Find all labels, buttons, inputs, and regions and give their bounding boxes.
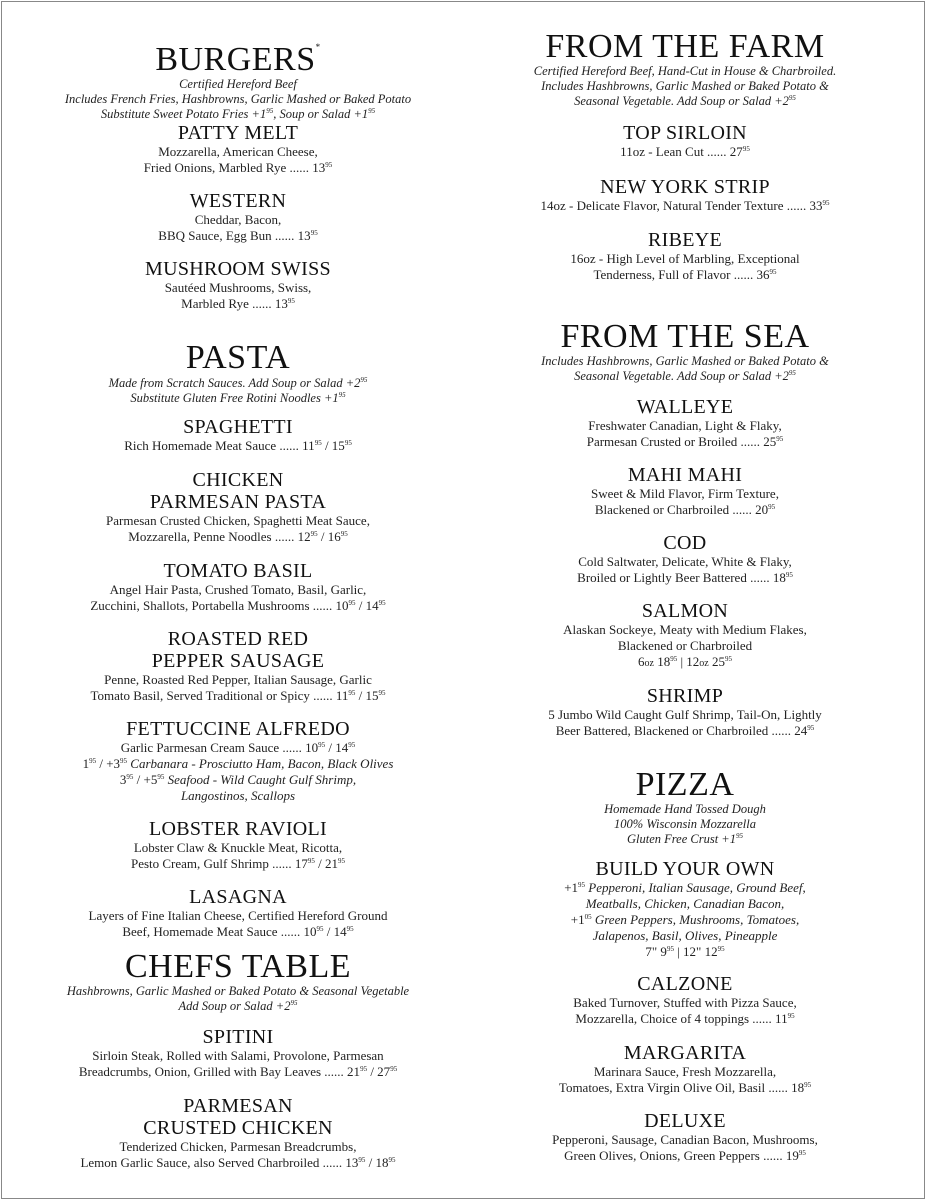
- menu-item-description: [8, 438, 468, 454]
- menu-item-name: COD: [663, 532, 707, 554]
- menu-text: Tomato Basil, Served Traditional or Spicy ...... 11: [90, 688, 349, 703]
- pasta-title: PASTA: [185, 339, 291, 376]
- menu-item-salmon: [470, 600, 900, 672]
- menu-text: Green Peppers, Mushrooms, Tomatoes,: [591, 912, 800, 927]
- menu-text: Cheddar, Bacon,: [194, 212, 282, 227]
- price-cents: 95: [804, 1081, 812, 1089]
- menu-text: +1: [570, 912, 585, 927]
- price-cents: 95: [307, 857, 315, 865]
- menu-item-roasted-red-pepper-sausage: [8, 628, 468, 704]
- pizza-section: [470, 768, 900, 847]
- menu-item-chicken-parmesan-pasta: [8, 469, 468, 545]
- price-cents: 95: [807, 724, 815, 732]
- price-cents: 95: [666, 945, 674, 953]
- menu-item-tomato-basil: [8, 560, 468, 614]
- menu-item-name: WESTERN: [189, 190, 287, 212]
- menu-text: [470, 654, 900, 672]
- menu-item-build-your-own: [470, 858, 900, 960]
- chefs-table-note: [8, 984, 468, 1014]
- menu-item-description: [470, 198, 900, 214]
- menu-item-lasagna: [8, 886, 468, 940]
- menu-text: , Soup or Salad +1: [273, 107, 369, 121]
- menu-item-description: [8, 582, 468, 614]
- price-cents: 95: [788, 94, 796, 102]
- menu-text: [470, 912, 900, 928]
- menu-item-description: [8, 740, 468, 804]
- menu-item-shrimp: [470, 685, 900, 739]
- menu-text: Substitute Gluten Free Rotini Noodles +1: [130, 391, 339, 405]
- menu-text: / 18: [365, 1155, 389, 1170]
- menu-item-description: [470, 707, 900, 739]
- menu-item-description: [470, 622, 900, 672]
- menu-item-name: SALMON: [641, 600, 729, 622]
- menu-item-name: PEPPER SAUSAGE: [151, 650, 325, 672]
- price-cents: 95: [378, 689, 386, 697]
- menu-item-patty-melt: [8, 122, 468, 176]
- menu-item-name: MUSHROOM SWISS: [145, 258, 331, 280]
- from-the-sea-title: FROM THE SEA: [560, 318, 810, 355]
- menu-text: 25: [708, 654, 725, 669]
- menu-text: Gluten Free Crust +1: [626, 832, 736, 846]
- menu-text: Mozzarella, American Cheese,: [158, 144, 318, 159]
- menu-item-description: [8, 1048, 468, 1080]
- menu-text: Carbanara - Prosciutto Ham, Bacon, Black Olives: [127, 756, 394, 771]
- menu-item-name: MAHI MAHI: [627, 464, 743, 486]
- menu-item-name: FETTUCCINE ALFREDO: [126, 718, 350, 740]
- price-cents: 95: [788, 369, 796, 377]
- menu-text: [470, 267, 900, 283]
- price-cents: 95: [725, 655, 732, 663]
- menu-text: Mozzarella, Choice of 4 toppings ...... 11: [575, 1011, 788, 1026]
- menu-text: [470, 1011, 900, 1027]
- menu-item-name: SPITINI: [202, 1026, 274, 1048]
- menu-item-name: PARMESAN: [183, 1095, 293, 1117]
- menu-text: Blackened or Charbroiled ...... 20: [594, 502, 769, 517]
- menu-text: 11oz - Lean Cut ...... 27: [620, 144, 743, 159]
- price-cents: 95: [368, 107, 376, 115]
- price-cents: 95: [785, 571, 793, 579]
- price-cents: 95: [266, 107, 274, 115]
- price-cents: 95: [358, 1156, 366, 1164]
- menu-item-description: [8, 212, 468, 244]
- menu-text: Broiled or Lightly Beer Battered ...... 18: [577, 570, 786, 585]
- menu-item-name: BUILD YOUR OWN: [595, 858, 775, 880]
- from-the-sea-note: [470, 354, 900, 384]
- price-cents: 95: [340, 530, 348, 538]
- menu-text: Includes French Fries, Hashbrowns, Garlic Mashed or Baked Potato: [64, 92, 412, 106]
- menu-item-name: LOBSTER RAVIOLI: [148, 818, 328, 840]
- menu-item-description: [470, 418, 900, 450]
- menu-text: Tomatoes, Extra Virgin Olive Oil, Basil ...... 18: [558, 1080, 805, 1095]
- menu-item-margarita: [470, 1042, 900, 1096]
- menu-text: Parmesan Crusted Chicken, Spaghetti Meat Sauce,: [106, 513, 370, 528]
- menu-text: [8, 296, 468, 312]
- price-cents: 95: [344, 439, 352, 447]
- menu-item-mahi-mahi: [470, 464, 900, 518]
- menu-text: [8, 107, 468, 122]
- menu-text: / +3: [96, 756, 121, 771]
- menu-text: [470, 369, 900, 384]
- menu-item-name: WALLEYE: [636, 396, 734, 418]
- menu-text: [470, 94, 900, 109]
- menu-text: BBQ Sauce, Egg Bun ...... 13: [158, 228, 311, 243]
- menu-text: [8, 1064, 468, 1080]
- menu-text: Includes Hashbrowns, Garlic Mashed or Baked Potato &: [541, 79, 829, 93]
- menu-item-name: ROASTED RED: [167, 628, 309, 650]
- menu-item-spitini: [8, 1026, 468, 1080]
- menu-item-description: [470, 144, 900, 160]
- menu-text: [470, 434, 900, 450]
- menu-text: Cold Saltwater, Delicate, White & Flaky,: [578, 554, 792, 569]
- menu-text: 1: [82, 756, 90, 771]
- price-cents: 95: [157, 773, 165, 781]
- menu-text: / 14: [323, 924, 347, 939]
- menu-item-fettuccine-alfredo: [8, 718, 468, 804]
- menu-text: [470, 1080, 900, 1096]
- menu-text: [8, 529, 468, 545]
- price-cents: 95: [348, 689, 356, 697]
- menu-item-lobster-ravioli: [8, 818, 468, 872]
- chefs-table-section: [8, 950, 468, 1014]
- from-the-sea-section: [470, 320, 900, 384]
- menu-text: 3: [119, 772, 127, 787]
- menu-text: Parmesan Crusted or Broiled ...... 25: [586, 434, 777, 449]
- menu-text: / 15: [355, 688, 379, 703]
- menu-item-name: CRUSTED CHICKEN: [143, 1117, 333, 1139]
- burgers-section: [8, 30, 468, 122]
- menu-item-parmesan-crusted-chicken: [8, 1095, 468, 1171]
- menu-item-mushroom-swiss: [8, 258, 468, 312]
- pasta-note: [8, 376, 468, 406]
- menu-item-western: [8, 190, 468, 244]
- menu-text: [8, 228, 468, 244]
- price-cents: 95: [390, 1065, 398, 1073]
- menu-text: Certified Hereford Beef: [179, 77, 297, 91]
- menu-text: Breadcrumbs, Onion, Grilled with Bay Leaves ...... 21: [78, 1064, 361, 1079]
- menu-text: [470, 1148, 900, 1164]
- menu-item-cod: [470, 532, 900, 586]
- price-cents: 95: [346, 925, 354, 933]
- menu-text: Blackened or Charbroiled: [617, 638, 753, 653]
- from-the-farm-title: FROM THE FARM: [545, 28, 825, 65]
- price-cents: 95: [338, 857, 346, 865]
- menu-text: Pepperoni, Italian Sausage, Ground Beef,: [585, 880, 806, 895]
- menu-text: Mozzarella, Penne Noodles ...... 12: [128, 529, 311, 544]
- menu-text: / 14: [325, 740, 349, 755]
- menu-text: |: [677, 654, 687, 669]
- menu-text: Add Soup or Salad +2: [178, 999, 291, 1013]
- menu-text: Langostinos, Scallops: [180, 788, 296, 803]
- chefs-table-title: CHEFS TABLE: [124, 948, 352, 985]
- price-cents: 95: [360, 376, 368, 384]
- menu-text: / 21: [314, 856, 339, 871]
- menu-text: Certified Hereford Beef, Hand-Cut in House & Charbroiled.: [533, 64, 837, 78]
- menu-item-name: SPAGHETTI: [183, 416, 293, 438]
- menu-text: [8, 160, 468, 176]
- menu-text: 100% Wisconsin Mozzarella: [614, 817, 756, 831]
- menu-item-description: [470, 554, 900, 586]
- price-cents: 95: [736, 832, 743, 840]
- price-cents: 95: [338, 391, 346, 399]
- menu-text: [470, 944, 900, 960]
- price-cents: 95: [822, 199, 830, 207]
- menu-item-deluxe: [470, 1110, 900, 1164]
- price-cents: 95: [310, 229, 318, 237]
- price-cents: 95: [578, 881, 586, 889]
- menu-text: Sirloin Steak, Rolled with Salami, Provolone, Parmesan: [92, 1048, 384, 1063]
- menu-text: Baked Turnover, Stuffed with Pizza Sauce,: [573, 995, 797, 1010]
- price-cents: 95: [318, 741, 326, 749]
- menu-text: Zucchini, Shallots, Portabella Mushrooms ...... 10: [90, 598, 349, 613]
- menu-item-name: CHICKEN: [192, 469, 284, 491]
- menu-item-description: [470, 880, 900, 960]
- menu-item-new-york-strip: [470, 176, 900, 214]
- price-cents: 95: [310, 530, 318, 538]
- menu-item-description: [470, 1064, 900, 1096]
- menu-text: 18: [653, 654, 671, 669]
- menu-text: 12: [686, 654, 700, 669]
- menu-item-description: [8, 672, 468, 704]
- menu-text: 7" 9: [645, 944, 667, 959]
- menu-text: 14oz - Delicate Flavor, Natural Tender Texture ...... 33: [540, 198, 823, 213]
- menu-text: 5 Jumbo Wild Caught Gulf Shrimp, Tail-On, Lightly: [548, 707, 822, 722]
- menu-item-top-sirloin: [470, 122, 900, 160]
- menu-item-walleye: [470, 396, 900, 450]
- price-cents: 95: [378, 599, 386, 607]
- menu-text: / 14: [355, 598, 379, 613]
- menu-text: Made from Scratch Sauces. Add Soup or Salad +2: [108, 376, 361, 390]
- burgers-note: [8, 77, 468, 122]
- menu-item-name: CALZONE: [637, 973, 733, 995]
- menu-text: / 15: [321, 438, 345, 453]
- menu-text: 16oz - High Level of Marbling, Exceptional: [570, 251, 800, 266]
- menu-item-name: MARGARITA: [623, 1042, 747, 1064]
- menu-text: [8, 856, 468, 872]
- menu-text: Penne, Roasted Red Pepper, Italian Sausage, Garlic: [104, 672, 372, 687]
- menu-text: [8, 740, 468, 756]
- menu-item-description: [470, 486, 900, 518]
- menu-text: Green Olives, Onions, Green Peppers ...... 19: [564, 1148, 799, 1163]
- price-cents: 95: [388, 1156, 396, 1164]
- menu-text: Beer Battered, Blackened or Charbroiled ...... 24: [555, 723, 808, 738]
- price-cents: 95: [126, 773, 134, 781]
- menu-item-name: TOMATO BASIL: [163, 560, 313, 582]
- menu-item-calzone: [470, 973, 900, 1027]
- menu-item-name: TOP SIRLOIN: [623, 122, 747, 144]
- price-cents: 95: [798, 1149, 806, 1157]
- menu-text: / 16: [317, 529, 341, 544]
- price-cents: 95: [776, 435, 784, 443]
- from-the-farm-note: [470, 64, 900, 109]
- menu-text: / +5: [133, 772, 158, 787]
- menu-text: Seasonal Vegetable. Add Soup or Salad +2: [574, 369, 789, 383]
- menu-text: Garlic Parmesan Cream Sauce ...... 10: [120, 740, 319, 755]
- menu-text: [8, 999, 468, 1014]
- menu-item-description: [470, 251, 900, 283]
- menu-text: Pesto Cream, Gulf Shrimp ...... 17: [130, 856, 308, 871]
- price-cents: 95: [787, 1012, 795, 1020]
- menu-item-name: NEW YORK STRIP: [600, 176, 770, 198]
- price-cents: 95: [348, 599, 356, 607]
- price-cents: 95: [670, 655, 678, 663]
- price-cents: 05: [584, 913, 592, 921]
- menu-text: [470, 832, 900, 847]
- menu-text: Fried Onions, Marbled Rye ...... 13: [143, 160, 326, 175]
- menu-text: [8, 924, 468, 940]
- menu-item-name: LASAGNA: [189, 886, 287, 908]
- pizza-title: PIZZA: [635, 766, 735, 803]
- menu-text: [470, 570, 900, 586]
- menu-text: Beef, Homemade Meat Sauce ...... 10: [122, 924, 317, 939]
- price-cents: 95: [316, 925, 324, 933]
- menu-text: *: [315, 42, 321, 52]
- menu-item-name: DELUXE: [644, 1110, 726, 1132]
- menu-text: +1: [564, 880, 579, 895]
- menu-text: [470, 880, 900, 896]
- price-cents: 95: [768, 503, 776, 511]
- price-cents: 95: [325, 161, 333, 169]
- price-cents: 95: [348, 741, 356, 749]
- menu-text: [8, 688, 468, 704]
- menu-text: [8, 391, 468, 406]
- menu-text: [8, 756, 468, 772]
- from-the-farm-section: [470, 30, 900, 109]
- menu-item-name: PATTY MELT: [177, 122, 299, 144]
- menu-text: [470, 502, 900, 518]
- price-cents: 95: [742, 145, 750, 153]
- menu-text: Jalapenos, Basil, Olives, Pineapple: [592, 928, 778, 943]
- menu-text: Seafood - Wild Caught Gulf Shrimp,: [164, 772, 357, 787]
- menu-text: Layers of Fine Italian Cheese, Certified Hereford Ground: [88, 908, 388, 923]
- menu-item-description: [8, 280, 468, 312]
- menu-item-name: SHRIMP: [646, 685, 724, 707]
- menu-text: Tenderized Chicken, Parmesan Breadcrumbs,: [119, 1139, 357, 1154]
- menu-text: [470, 723, 900, 739]
- menu-text: [8, 772, 468, 788]
- menu-text: Lobster Claw & Knuckle Meat, Ricotta,: [133, 840, 343, 855]
- price-cents: 95: [120, 757, 128, 765]
- menu-text: Pepperoni, Sausage, Canadian Bacon, Mushrooms,: [552, 1132, 818, 1147]
- price-cents: 95: [287, 297, 295, 305]
- menu-item-description: [8, 1139, 468, 1171]
- menu-text: [8, 1155, 468, 1171]
- menu-text: Substitute Sweet Potato Fries +1: [100, 107, 267, 121]
- menu-text: Marbled Rye ...... 13: [181, 296, 288, 311]
- menu-text: Tenderness, Full of Flavor ...... 36: [593, 267, 770, 282]
- burgers-title: [8, 30, 468, 77]
- menu-item-description: [8, 908, 468, 940]
- menu-text: Includes Hashbrowns, Garlic Mashed or Baked Potato &: [541, 354, 829, 368]
- price-cents: 95: [360, 1065, 368, 1073]
- menu-item-description: [470, 995, 900, 1027]
- price-cents: 95: [717, 945, 725, 953]
- menu-text: Marinara Sauce, Fresh Mozzarella,: [593, 1064, 777, 1079]
- price-cents: 95: [89, 757, 97, 765]
- menu-text: Seasonal Vegetable. Add Soup or Salad +2: [574, 94, 789, 108]
- menu-text: 6: [637, 654, 645, 669]
- price-cents: 95: [769, 268, 777, 276]
- price-cents: 95: [314, 439, 322, 447]
- menu-item-description: [8, 840, 468, 872]
- menu-text: Homemade Hand Tossed Dough: [604, 802, 766, 816]
- menu-text: Meatballs, Chicken, Canadian Bacon,: [585, 896, 785, 911]
- menu-text: Hashbrowns, Garlic Mashed or Baked Potato & Seasonal Vegetable: [66, 984, 410, 998]
- menu-text: Alaskan Sockeye, Meaty with Medium Flakes,: [563, 622, 807, 637]
- menu-text: Sweet & Mild Flavor, Firm Texture,: [591, 486, 779, 501]
- menu-text: | 12" 12: [673, 944, 718, 959]
- menu-text: BURGERS: [155, 41, 316, 78]
- menu-item-description: [8, 144, 468, 176]
- menu-text: oz: [699, 658, 709, 669]
- pasta-section: [8, 341, 468, 406]
- menu-item-name: RIBEYE: [647, 229, 723, 251]
- menu-item-name: PARMESAN PASTA: [149, 491, 327, 513]
- menu-text: Sautéed Mushrooms, Swiss,: [164, 280, 312, 295]
- menu-text: oz: [644, 658, 654, 669]
- menu-text: Freshwater Canadian, Light & Flaky,: [588, 418, 782, 433]
- menu-item-description: [8, 513, 468, 545]
- menu-item-spaghetti: [8, 416, 468, 454]
- menu-text: Lemon Garlic Sauce, also Served Charbroiled ...... 13: [80, 1155, 359, 1170]
- menu-text: / 27: [367, 1064, 391, 1079]
- menu-text: [8, 376, 468, 391]
- menu-text: [8, 598, 468, 614]
- menu-item-description: [470, 1132, 900, 1164]
- menu-text: Angel Hair Pasta, Crushed Tomato, Basil, Garlic,: [109, 582, 367, 597]
- menu-item-ribeye: [470, 229, 900, 283]
- pizza-note: [470, 802, 900, 847]
- menu-text: Rich Homemade Meat Sauce ...... 11: [124, 438, 315, 453]
- price-cents: 95: [290, 999, 298, 1007]
